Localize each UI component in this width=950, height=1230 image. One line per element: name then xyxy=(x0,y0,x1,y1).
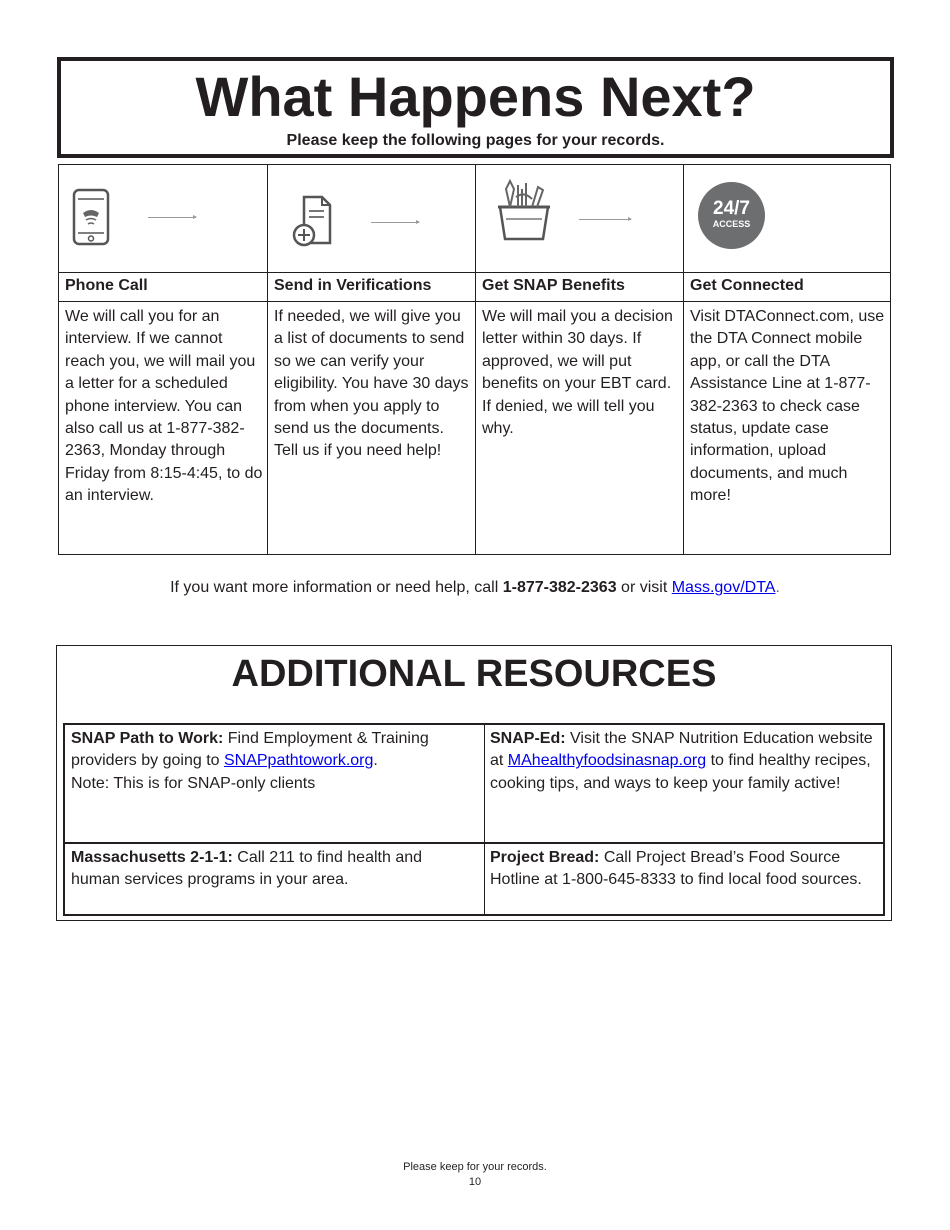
resource-label: Project Bread: xyxy=(490,849,600,866)
badge-access-text: ACCESS xyxy=(712,219,751,229)
resource-label: Massachusetts 2-1-1: xyxy=(71,849,233,866)
step-icon-cell xyxy=(684,165,892,272)
step-column-verifications xyxy=(267,165,476,554)
arrow-icon xyxy=(579,219,631,220)
help-line xyxy=(0,577,950,599)
resource-text: Find Employment & Training providers by going to xyxy=(71,730,429,770)
grid-divider xyxy=(484,725,485,914)
footer-note: Please keep for your records. xyxy=(403,1161,547,1173)
step-body-get-connected: Visit DTAConnect.com, use the DTA Connect mobile app, or call the DTA Assistance Line at 1-877-382-2363 to check case status, update case information, upload documents, and much more! xyxy=(690,308,885,505)
help-phone-number: 1-877-382-2363 xyxy=(502,579,617,596)
steps-table xyxy=(58,164,891,555)
resource-text: Call Project Bread’s Food Source Hotline at 1-800-645-8333 to find local food sources. xyxy=(490,849,862,889)
step-title-verifications: Send in Verifications xyxy=(274,277,432,294)
resource-project-bread xyxy=(490,847,875,892)
resource-massachusetts-211 xyxy=(71,847,471,892)
help-text: If you want more information or need help, call xyxy=(170,579,503,596)
arrow-icon xyxy=(148,217,196,218)
resource-text: Visit the SNAP Nutrition Education website at xyxy=(490,730,873,770)
ma-healthy-foods-link[interactable]: MAhealthyfoodsinasnap.org xyxy=(507,752,707,770)
step-column-get-connected xyxy=(683,165,892,554)
resource-text: Call 211 to find health and human services programs in your area. xyxy=(71,849,423,889)
resource-snap-ed xyxy=(490,728,880,795)
mass-gov-dta-link[interactable]: Mass.gov/DTA xyxy=(671,579,776,596)
resource-text: . xyxy=(373,752,378,770)
step-title-get-connected: Get Connected xyxy=(690,277,804,294)
page-title: What Happens Next? xyxy=(195,65,756,128)
grocery-basket-icon xyxy=(494,177,554,247)
resource-label: SNAP-Ed: xyxy=(490,730,566,747)
help-text: . xyxy=(775,579,780,596)
table-divider xyxy=(59,272,890,273)
resource-snap-path-to-work xyxy=(71,728,476,795)
grid-divider xyxy=(65,842,883,844)
arrow-icon xyxy=(371,222,419,223)
document-add-icon xyxy=(290,193,344,251)
page-subtitle: Please keep the following pages for your records. xyxy=(286,132,665,149)
phone-icon xyxy=(69,187,113,247)
step-column-phone-call xyxy=(59,165,267,554)
step-icon-cell xyxy=(59,165,267,272)
additional-resources-box xyxy=(56,645,892,921)
title-box xyxy=(57,57,894,158)
24-7-access-badge xyxy=(698,182,765,249)
resource-note: Note: This is for SNAP-only clients xyxy=(71,774,316,792)
resource-label: SNAP Path to Work: xyxy=(71,730,224,747)
step-body-phone-call: We will call you for an interview. If we cannot reach you, we will mail you a letter for a scheduled phone interview. You can also call us at 1-877-382-2363, Monday through Friday from 8:15-4:45, to do an interview. xyxy=(65,308,263,505)
step-title-phone-call: Phone Call xyxy=(65,277,148,294)
page-number: 10 xyxy=(468,1176,482,1188)
badge-24-7-text: 24/7 xyxy=(713,198,750,219)
resources-title: ADDITIONAL RESOURCES xyxy=(231,653,717,695)
step-body-snap-benefits: We will mail you a decision letter within 30 days. If approved, we will put benefits on your EBT card. If denied, we will tell you why. xyxy=(482,308,673,438)
step-icon-cell xyxy=(268,165,476,272)
snap-path-to-work-link[interactable]: SNAPpathtowork.org xyxy=(223,752,374,770)
resource-text: to find healthy recipes, cooking tips, and ways to keep your family active! xyxy=(490,752,871,792)
step-title-snap-benefits: Get SNAP Benefits xyxy=(482,277,625,294)
step-body-verifications: If needed, we will give you a list of documents to send so we can verify your eligibility. You have 30 days from when you apply to send us the documents. Tell us if you need help! xyxy=(274,308,469,460)
help-text: or visit xyxy=(616,579,672,596)
table-divider xyxy=(59,301,890,302)
step-icon-cell xyxy=(476,165,684,272)
step-column-snap-benefits xyxy=(475,165,684,554)
resources-grid xyxy=(63,723,885,916)
